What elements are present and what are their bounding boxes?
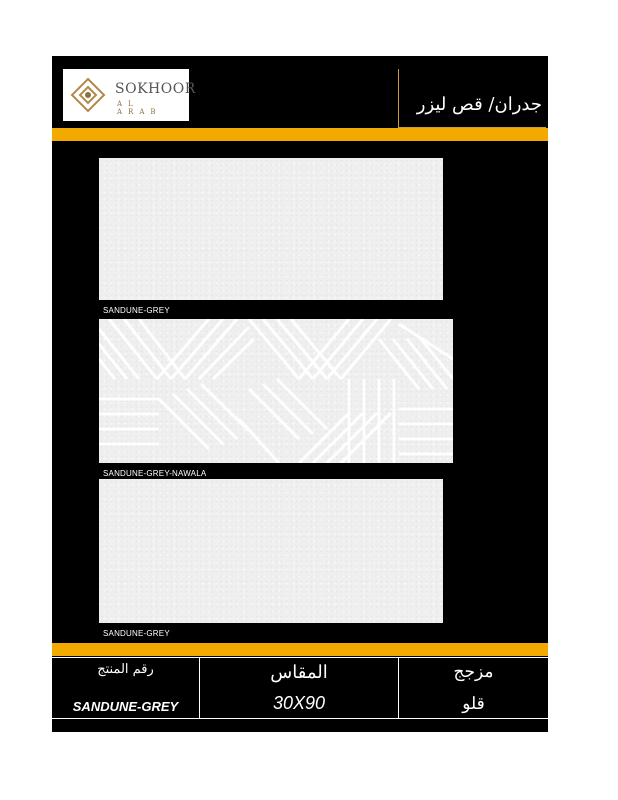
tile-image-2 bbox=[99, 319, 453, 463]
spec-finish-cell bbox=[399, 658, 548, 718]
nawala-pattern bbox=[99, 319, 453, 463]
tile-image-1 bbox=[99, 158, 443, 300]
size-label: المقاس bbox=[270, 662, 328, 683]
product-value: SANDUNE-GREY bbox=[72, 699, 179, 714]
gold-divider-top bbox=[52, 128, 548, 141]
size-value: 30X90 bbox=[272, 693, 326, 713]
tile-caption-3: SANDUNE-GREY bbox=[103, 629, 170, 638]
title-frame bbox=[398, 69, 546, 128]
brand-subtitle: AL ARAB bbox=[117, 100, 162, 116]
finish-label: مزجج bbox=[453, 662, 494, 682]
spec-product-cell bbox=[52, 658, 200, 718]
brand-logo bbox=[63, 69, 196, 121]
logo-diamond-icon bbox=[66, 75, 110, 115]
finish-value: قلو bbox=[462, 694, 485, 714]
catalog-sheet bbox=[52, 56, 548, 732]
tile-caption-2: SANDUNE-GREY-NAWALA bbox=[103, 469, 207, 478]
brand-name: SOKHOOR bbox=[115, 81, 196, 97]
spec-table bbox=[52, 657, 548, 719]
page-title: جدران/ قص ليزر bbox=[416, 94, 542, 115]
gold-divider-bottom bbox=[52, 643, 548, 656]
tile-caption-1: SANDUNE-GREY bbox=[103, 306, 170, 315]
spec-size-cell bbox=[200, 658, 399, 718]
product-label: رقم المنتج bbox=[97, 662, 154, 677]
tile-image-3 bbox=[99, 479, 443, 623]
